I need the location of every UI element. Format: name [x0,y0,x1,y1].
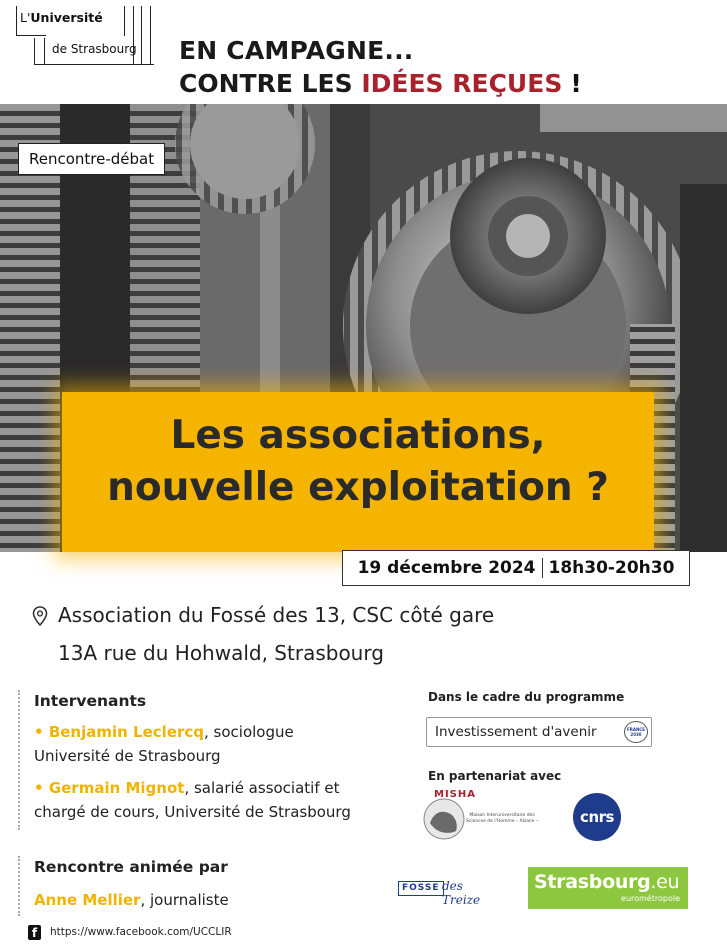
speaker-name: Benjamin Leclercq [48,723,204,741]
location-pin-icon [32,606,48,630]
program-label: Dans le cadre du programme [428,690,625,704]
campaign-heading-line2: CONTRE LES IDÉES REÇUES ! [179,69,582,98]
logo-rule [34,38,35,64]
host-divider [18,856,20,916]
logo-rule [150,6,151,64]
event-title-line2: nouvelle exploitation ? [107,465,609,510]
host-name: Anne Mellier [34,891,141,909]
event-type-tag: Rencontre-débat [18,143,165,175]
speakers-divider [18,690,20,830]
logo-rule [124,6,125,36]
program-box [426,717,652,747]
event-time: 18h30-20h30 [548,558,675,578]
speaker-name: Germain Mignot [48,779,185,797]
speaker-role: , salarié associatif et [184,779,340,797]
logo-rule [34,64,154,65]
logo-rule [141,6,142,64]
misha-wordmark: MISHA [434,789,476,800]
speaker-role: , sociologue [204,723,294,741]
address-line2: 13A rue du Hohwald, Strasbourg [58,641,384,665]
facebook-link[interactable]: https://www.facebook.com/UCCLIR [50,926,232,938]
france-2030-logo: FRANCE 2030 [624,721,648,743]
event-title-line1: Les associations, [170,413,546,458]
event-title [62,410,654,514]
bullet: • [34,723,49,741]
host-title: Rencontre animée par [34,858,228,876]
misha-logo [422,785,542,845]
speaker-item [34,776,394,824]
host-line [34,888,229,912]
fosse-des-treize-logo: FOSSE des Treize [398,877,498,901]
cnrs-logo: cnrs [573,793,621,841]
address-line1: Association du Fossé des 13, CSC côté gare [58,603,495,627]
program-name: Investissement d'avenir [435,724,597,740]
bullet: • [34,779,49,797]
university-name-line1: L'Université [20,10,103,25]
speaker-affiliation: Université de Strasbourg [34,747,221,765]
event-date: 19 décembre 2024 [357,558,536,578]
host-role: , journaliste [140,891,229,909]
date-time-box [342,550,690,586]
speaker-item [34,720,394,768]
logo-rule [16,6,17,36]
date-separator [542,558,543,578]
logo-rule [16,35,46,36]
speakers-title: Intervenants [34,692,147,710]
misha-caption: Maison Interuniversitaire des Sciences de l'Homme – Alsace – [466,813,538,824]
campaign-heading-line1: EN CAMPAGNE... [179,36,414,65]
strasbourg-eu-logo: Strasbourg.eu eurométropole [528,867,688,909]
partners-label: En partenariat avec [428,769,562,783]
facebook-icon[interactable]: f [28,925,41,940]
speaker-affiliation: chargé de cours, Université de Strasbourg [34,803,351,821]
university-name-line2: de Strasbourg [52,42,137,56]
logo-rule [44,38,45,64]
